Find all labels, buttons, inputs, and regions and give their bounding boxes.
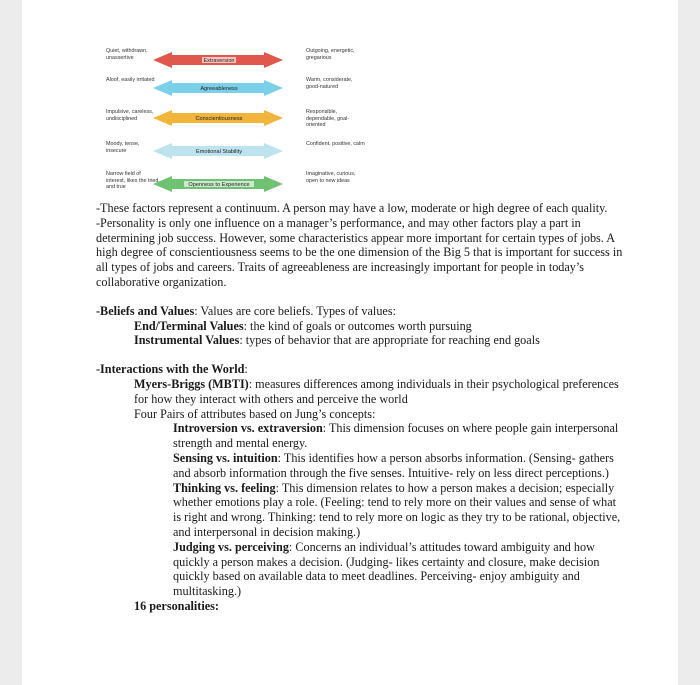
sn-heading: Sensing vs. intuition xyxy=(173,450,278,465)
sn-text: : This identifies how a person absorbs information. (Sensing- gathers and absorb information through the five senses. Intuitive- rely on less direct perceptions.) xyxy=(173,450,614,480)
sixteen-personalities xyxy=(96,599,626,614)
high-label-conscientiousness: Responsible, dependable, goal-oriented xyxy=(306,109,350,129)
pairs-line: Four Pairs of attributes based on Jung’s concepts: xyxy=(134,406,376,421)
mbti-line xyxy=(96,377,626,407)
body-text xyxy=(96,201,626,614)
ie-heading: Introversion vs. extraversion xyxy=(173,421,323,436)
document-page xyxy=(22,0,678,685)
ie-text: : This dimension focuses on where people gain interpersonal strength and mental energy. xyxy=(173,421,619,451)
jp-text: : Concerns an individual’s attitudes toward ambiguity and how quickly a person makes a decision. (Judging- likes certainty and closure, make decision quickly based on available data to meet deadlines. Perceiving- enjoy ambiguity and multitasking.) xyxy=(173,539,600,599)
terminal-text: : the kind of goals or outcomes worth pursuing xyxy=(243,318,472,333)
low-label-conscientiousness: Impulsive, careless, undisciplined xyxy=(106,109,154,122)
sixteen-heading: 16 personalities: xyxy=(134,598,219,613)
high-label-agreeableness: Warm, considerate, good-natured xyxy=(306,77,353,90)
high-label-extraversion: Outgoing, energetic, gregarious xyxy=(306,48,355,61)
thinking-feeling xyxy=(96,481,626,540)
instrumental-heading: Instrumental Values xyxy=(134,333,240,348)
arrow-openness xyxy=(153,176,283,192)
paragraph-personality: -Personality is only one influence on a manager’s performance, and may other factors play a part in determining job success. However, some characteristics appear more important for certain types of jobs. A high degree of conscientiousness seems to be the one dimension of the Big 5 that is important for success in all types of jobs and careers. Traits of agreeableness are increasingly important for people in today’s collaborative organization. xyxy=(96,215,623,289)
judging-perceiving xyxy=(96,540,626,599)
interactions-line xyxy=(96,362,626,377)
trait-label-agreeableness: Agreeableness xyxy=(200,86,238,92)
beliefs-values-line xyxy=(96,304,626,319)
big-five-diagram xyxy=(22,40,678,200)
arrow-agreeableness xyxy=(153,80,283,96)
mbti-heading: Myers-Briggs (MBTI) xyxy=(134,376,249,391)
paragraph-continuum: -These factors represent a continuum. A person may have a low, moderate or high degree of each quality. xyxy=(96,201,608,215)
trait-label-extraversion: Extraversion xyxy=(203,58,235,64)
interactions-colon: : xyxy=(244,362,248,377)
beliefs-text: : Values are core beliefs. Types of values: xyxy=(194,303,396,318)
beliefs-heading: -Beliefs and Values xyxy=(96,303,195,318)
trait-label-openness: Openness to Experience xyxy=(188,182,250,188)
arrow-extraversion xyxy=(153,52,283,68)
low-label-emotional-stability: Moody, tense, insecure xyxy=(106,141,140,154)
trait-label-emotional-stability: Emotional Stability xyxy=(195,149,243,155)
sensing-intuition xyxy=(96,451,626,481)
instrumental-values-line xyxy=(96,333,626,348)
high-label-openness: Imaginative, curious, open to new ideas xyxy=(306,171,356,184)
interactions-heading: -Interactions with the World xyxy=(96,362,245,377)
trait-label-conscientiousness: Conscientiousness xyxy=(195,116,243,122)
tf-heading: Thinking vs. feeling xyxy=(173,480,276,495)
low-label-extraversion: Quiet, withdrawn, unassertive xyxy=(106,48,148,61)
introversion-extraversion xyxy=(96,421,626,451)
low-label-agreeableness: Aloof, easily irritated xyxy=(106,77,155,83)
arrow-emotional-stability xyxy=(153,143,283,159)
arrow-conscientiousness xyxy=(153,110,283,126)
terminal-heading: End/Terminal Values xyxy=(134,318,244,333)
terminal-values-line xyxy=(96,319,626,334)
low-label-openness: Narrow field of interest, likes the tried and true xyxy=(106,171,159,191)
instrumental-text: : types of behavior that are appropriate for reaching end goals xyxy=(239,333,540,348)
high-label-emotional-stability: Confident, positive, calm xyxy=(306,141,365,147)
tf-text: : This dimension relates to how a person makes a decision; especially whether emotions play a role. (Feeling: tend to rely more on their values and sense of what is right and wrong. Thinking: tend to rely more on logic as they try to be rational, objective, and interpersonal in decision making.) xyxy=(173,480,621,539)
jp-heading: Judging vs. perceiving xyxy=(173,539,289,554)
mbti-text: : measures differences among individuals in their psychological preferences for how they interact with others and perceive the world xyxy=(134,376,619,406)
